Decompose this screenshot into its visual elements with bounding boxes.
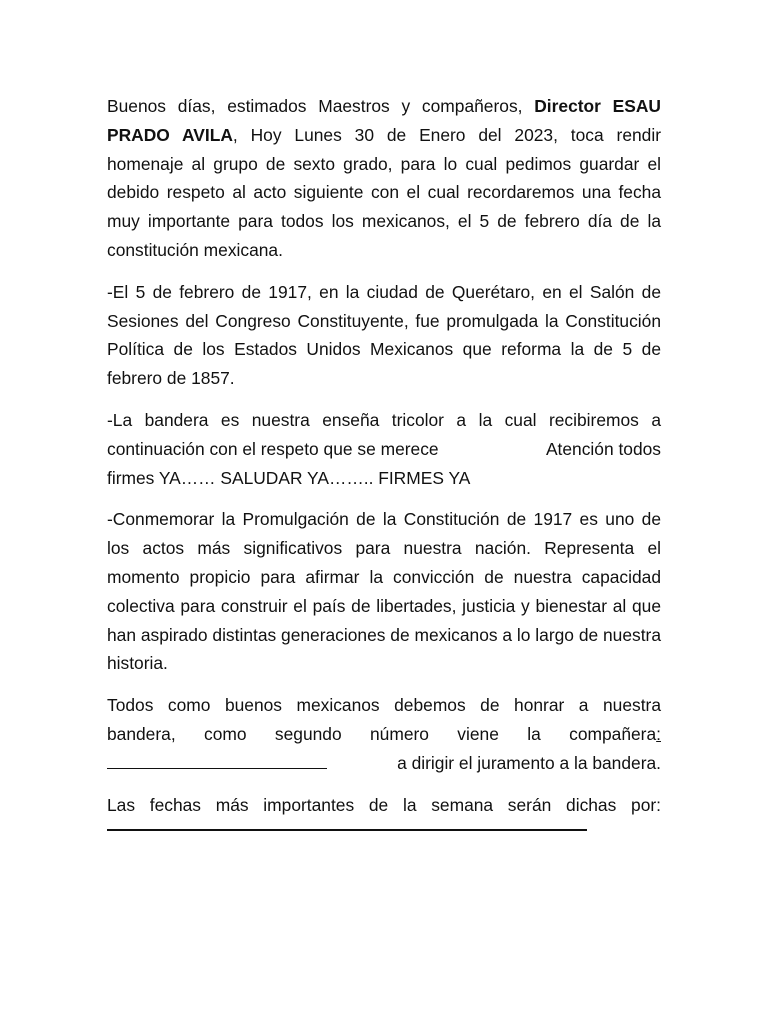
oath-line-2 [107,720,661,749]
flag-line-2-left: continuación con el respeto que se merece [107,438,439,459]
director-name: Director ESAU PRADO AVILA [107,96,661,145]
oath-line-3-right: a dirigir el juramento a la bandera. [397,752,661,773]
dates-text: Las fechas más importantes de la semana serán dichas por: [107,794,661,815]
document-page [107,92,661,844]
oath-line-1: Todos como buenos mexicanos debemos de honrar a nuestra [107,695,661,716]
paragraph-commemoration: -Conmemorar la Promulgación de la Constitución de 1917 es uno de los actos más significativos para nuestra nación. Representa el momento propicio para afirmar la convicción de nuestra capacidad colectiva para construir el país de libertades, justicia y bienestar al que han aspirado distintas generaciones de mexicanos a lo largo de nuestra historia. [107,509,661,674]
oath-colon: : [656,723,661,744]
paragraph-dates [107,791,661,832]
flag-commands: firmes YA…… SALUDAR YA…….. FIRMES YA [107,467,471,488]
flag-line-1: -La bandera es nuestra enseña tricolor a la cual recibiremos a [107,409,661,430]
greeting-rest: , Hoy Lunes 30 de Enero del 2023, toca rendir homenaje al grupo de sexto grado, para lo cual pedimos guardar el debido respeto al acto siguiente con el cual recordaremos una fecha muy importante para todos los mexicanos, el 5 de febrero día de la constitución mexicana. [107,124,661,260]
greeting-intro: Buenos días, estimados Maestros y compañeros, [107,96,535,116]
paragraph-constitution-history: -El 5 de febrero de 1917, en la ciudad de Querétaro, en el Salón de Sesiones del Congreso Constituyente, fue promulgada la Constitución Política de los Estados Unidos Mexicanos que reforma la de 5 de febrero de 1857. [107,281,661,389]
dates-blank-line[interactable] [107,819,587,831]
oath-line-3 [107,749,661,778]
name-blank-line[interactable] [107,750,327,769]
flag-line-2-right: Atención todos [545,438,661,459]
paragraph-flag [107,406,661,492]
paragraph-oath [107,691,661,777]
oath-line-2-text: bandera, como segundo número viene la compañera [107,723,657,744]
flag-line-2 [107,435,661,464]
paragraph-greeting [107,92,661,265]
